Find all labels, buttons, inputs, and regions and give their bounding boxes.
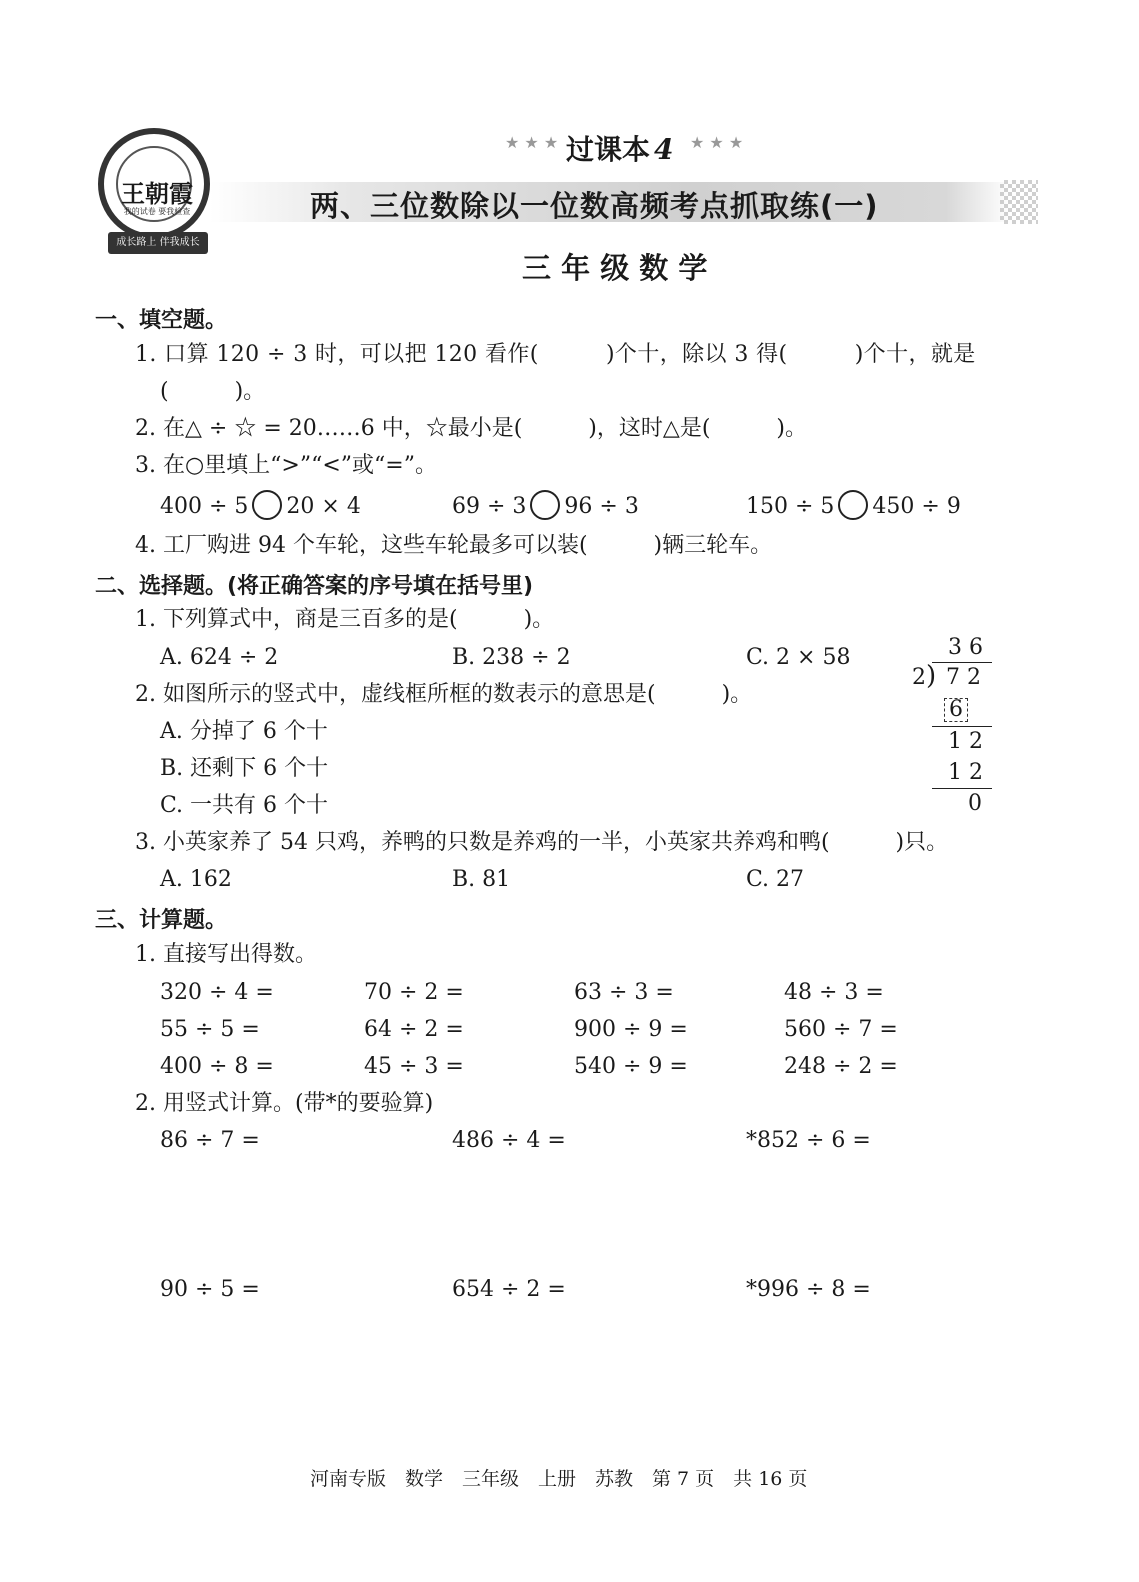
s3-q2: 2. 用竖式计算。(带*的要验算) bbox=[135, 1091, 434, 1116]
s2-q2-opt-b: B. 还剩下 6 个十 bbox=[160, 756, 329, 781]
oral-calc: 540 ÷ 9 = bbox=[574, 1054, 688, 1079]
brand-logo bbox=[98, 128, 210, 240]
compare-circle[interactable] bbox=[530, 490, 560, 520]
oral-calc: 64 ÷ 2 = bbox=[364, 1017, 464, 1042]
vertical-calc: 486 ÷ 4 = bbox=[452, 1128, 566, 1153]
series-name: 过课本 bbox=[566, 133, 651, 166]
s1-q2: 2. 在△ ÷ ☆ = 20……6 中，☆最小是( )，这时△是( )。 bbox=[135, 416, 807, 441]
vertical-calc: 654 ÷ 2 = bbox=[452, 1277, 566, 1302]
s1-q4: 4. 工厂购进 94 个车轮，这些车轮最多可以装( )辆三轮车。 bbox=[135, 533, 773, 558]
s2-q1-opt-c: C. 2 × 58 bbox=[746, 645, 851, 670]
s2-q2: 2. 如图所示的竖式中，虚线框所框的数表示的意思是( )。 bbox=[135, 682, 753, 707]
oral-calc: 900 ÷ 9 = bbox=[574, 1017, 688, 1042]
s2-q3-opt-a: A. 162 bbox=[160, 867, 232, 892]
oral-calc: 45 ÷ 3 = bbox=[364, 1054, 464, 1079]
vertical-calc: *996 ÷ 8 = bbox=[746, 1277, 871, 1302]
s3-q1: 1. 直接写出得数。 bbox=[135, 942, 317, 967]
compare-right: 20 × 4 bbox=[286, 494, 361, 519]
stars-left: ★ ★ ★ bbox=[505, 133, 559, 152]
series-number: 4 bbox=[654, 133, 674, 166]
oral-calc: 320 ÷ 4 = bbox=[160, 980, 274, 1005]
section3-heading: 三、计算题。 bbox=[95, 908, 228, 933]
stars-right: ★ ★ ★ bbox=[690, 133, 744, 152]
s2-q1-opt-b: B. 238 ÷ 2 bbox=[452, 645, 571, 670]
division-step1: 6 bbox=[949, 697, 963, 722]
division-divisor: 2 bbox=[912, 665, 926, 690]
s2-q1-opt-a: A. 624 ÷ 2 bbox=[160, 645, 279, 670]
compare-left: 400 ÷ 5 bbox=[160, 494, 249, 519]
compare-right: 96 ÷ 3 bbox=[564, 494, 639, 519]
compare-circle[interactable] bbox=[252, 490, 282, 520]
compare-item-1 bbox=[160, 492, 361, 522]
compare-circle[interactable] bbox=[838, 490, 868, 520]
oral-calc: 248 ÷ 2 = bbox=[784, 1054, 898, 1079]
division-dividend: 7 2 bbox=[946, 665, 981, 690]
oral-calc: 55 ÷ 5 = bbox=[160, 1017, 260, 1042]
s2-q3: 3. 小英家养了 54 只鸡，养鸭的只数是养鸡的一半，小英家共养鸡和鸭( )只。 bbox=[135, 830, 949, 855]
s1-q3: 3. 在○里填上“>”“<”或“=”。 bbox=[135, 453, 437, 478]
s2-q3-opt-b: B. 81 bbox=[452, 867, 511, 892]
compare-left: 69 ÷ 3 bbox=[452, 494, 527, 519]
oral-calc: 63 ÷ 3 = bbox=[574, 980, 674, 1005]
compare-item-3 bbox=[746, 492, 961, 522]
section2-heading: 二、选择题。(将正确答案的序号填在括号里) bbox=[95, 574, 534, 599]
s1-q1-line1: 1. 口算 120 ÷ 3 时，可以把 120 看作( )个十，除以 3 得( )个十，就是 bbox=[135, 342, 976, 367]
logo-sub: 我的试卷 要我检查 bbox=[123, 207, 191, 216]
division-final: 0 bbox=[968, 791, 982, 816]
s2-q2-opt-a: A. 分掉了 6 个十 bbox=[160, 719, 328, 744]
division-quotient: 3 6 bbox=[948, 635, 983, 660]
compare-left: 150 ÷ 5 bbox=[746, 494, 835, 519]
series-label bbox=[566, 128, 674, 168]
division-line-2 bbox=[932, 788, 992, 789]
oral-calc: 70 ÷ 2 = bbox=[364, 980, 464, 1005]
oral-calc: 48 ÷ 3 = bbox=[784, 980, 884, 1005]
section1-heading: 一、填空题。 bbox=[95, 308, 228, 333]
page-footer: 河南专版 数学 三年级 上册 苏教 第 7 页 共 16 页 bbox=[310, 1468, 808, 1490]
s2-q1: 1. 下列算式中，商是三百多的是( )。 bbox=[135, 607, 555, 632]
oral-calc: 560 ÷ 7 = bbox=[784, 1017, 898, 1042]
division-remainder1: 1 2 bbox=[948, 729, 983, 754]
logo-ribbon: 成长路上 伴我成长 bbox=[108, 232, 208, 254]
vertical-calc: 86 ÷ 7 = bbox=[160, 1128, 260, 1153]
oral-calc: 400 ÷ 8 = bbox=[160, 1054, 274, 1079]
division-bracket: ) bbox=[926, 661, 937, 691]
s1-q1-line2: ( )。 bbox=[160, 379, 266, 404]
s2-q2-opt-c: C. 一共有 6 个十 bbox=[160, 793, 329, 818]
division-line-1 bbox=[932, 726, 992, 727]
division-step2: 1 2 bbox=[948, 760, 983, 785]
compare-right: 450 ÷ 9 bbox=[872, 494, 961, 519]
vertical-calc: 90 ÷ 5 = bbox=[160, 1277, 260, 1302]
vertical-calc: *852 ÷ 6 = bbox=[746, 1128, 871, 1153]
logo-name: 王朝霞 bbox=[121, 179, 193, 208]
compare-item-2 bbox=[452, 492, 639, 522]
page-title: 两、三位数除以一位数高频考点抓取练(一) bbox=[310, 189, 879, 223]
checker-decoration bbox=[1000, 180, 1038, 224]
s2-q3-opt-c: C. 27 bbox=[746, 867, 805, 892]
subject-title: 三 年 级 数 学 bbox=[522, 251, 708, 285]
division-bar bbox=[932, 662, 992, 663]
